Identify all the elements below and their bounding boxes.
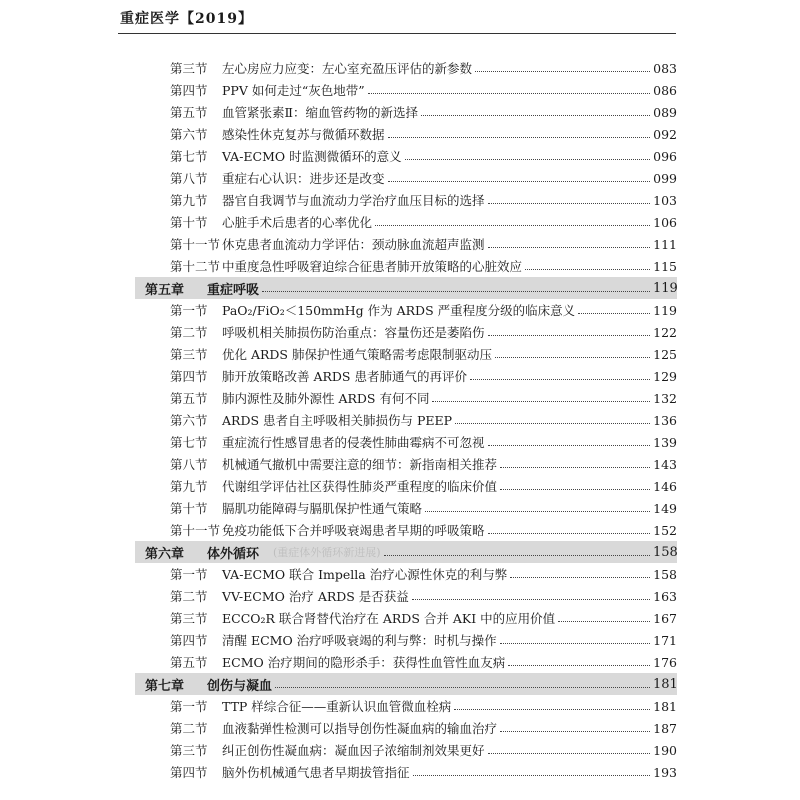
page-number: 089 <box>653 104 677 120</box>
section-number: 第六节 <box>170 413 208 428</box>
section-number: 第一节 <box>170 699 208 714</box>
page-number: 083 <box>653 60 677 76</box>
section-title: 重症右心认识：进步还是改变 <box>222 171 385 186</box>
dot-leader <box>578 313 650 314</box>
dot-leader <box>384 555 650 556</box>
page-number: 129 <box>653 368 677 384</box>
chapter-number: 第五章 <box>145 282 185 298</box>
toc-section-row <box>135 519 677 541</box>
section-title: 肺开放策略改善 ARDS 患者肺通气的再评价 <box>222 369 467 384</box>
section-number: 第九节 <box>170 479 208 494</box>
dot-leader <box>368 93 650 94</box>
page-number: 171 <box>653 632 677 648</box>
toc-section-row <box>135 365 677 387</box>
dot-leader <box>454 709 650 710</box>
chapter-number: 第六章 <box>145 546 185 562</box>
chapter-title: 创伤与凝血 <box>207 678 273 694</box>
section-number: 第四节 <box>170 83 208 98</box>
section-number: 第三节 <box>170 61 208 76</box>
section-title: 膈肌功能障碍与膈肌保护性通气策略 <box>222 501 423 516</box>
section-title: 休克患者血流动力学评估：颈动脉血流超声监测 <box>222 237 485 252</box>
toc-section-row <box>135 629 677 651</box>
section-number: 第六节 <box>170 127 208 142</box>
section-title: VA-ECMO 时监测微循环的意义 <box>222 149 402 164</box>
page-number: 152 <box>653 522 677 538</box>
section-title: 感染性休克复苏与微循环数据 <box>222 127 385 142</box>
toc-section-row <box>135 695 677 717</box>
section-number: 第三节 <box>170 611 208 626</box>
page-number: 103 <box>653 192 677 208</box>
page-number: 139 <box>653 434 677 450</box>
section-title: 左心房应力应变：左心室充盈压评估的新参数 <box>222 61 473 76</box>
section-number: 第九节 <box>170 193 208 208</box>
dot-leader <box>488 247 650 248</box>
section-number: 第三节 <box>170 743 208 758</box>
page-number: 106 <box>653 214 677 230</box>
section-number: 第五节 <box>170 391 208 406</box>
page-number: 143 <box>653 456 677 472</box>
toc-section-row <box>135 475 677 497</box>
toc-section-row <box>135 321 677 343</box>
toc-section-row <box>135 343 677 365</box>
section-title: VV-ECMO 治疗 ARDS 是否获益 <box>222 589 409 604</box>
section-title: 代谢组学评估社区获得性肺炎严重程度的临床价值 <box>222 479 498 494</box>
table-of-contents <box>135 57 677 783</box>
page-number: 181 <box>653 698 677 714</box>
toc-chapter-row <box>135 541 677 563</box>
toc-section-row <box>135 79 677 101</box>
section-number: 第十一节 <box>170 237 221 252</box>
dot-leader <box>488 533 650 534</box>
dot-leader <box>405 159 650 160</box>
dot-leader <box>488 753 650 754</box>
section-title: 心脏手术后患者的心率优化 <box>222 215 373 230</box>
toc-section-row <box>135 607 677 629</box>
section-title: 中重度急性呼吸窘迫综合征患者肺开放策略的心脏效应 <box>222 259 523 274</box>
dot-leader <box>470 379 650 380</box>
toc-section-row <box>135 739 677 761</box>
section-number: 第十节 <box>170 501 208 516</box>
section-number: 第八节 <box>170 457 208 472</box>
dot-leader <box>455 423 650 424</box>
dot-leader <box>412 599 650 600</box>
page-number: 086 <box>653 82 677 98</box>
section-number: 第三节 <box>170 347 208 362</box>
page-number: 125 <box>653 346 677 362</box>
toc-section-row <box>135 211 677 233</box>
toc-section-row <box>135 167 677 189</box>
chapter-title: 重症呼吸 <box>207 282 260 298</box>
section-number: 第七节 <box>170 435 208 450</box>
dot-leader <box>275 687 650 688</box>
page-number: 122 <box>653 324 677 340</box>
section-number: 第二节 <box>170 325 208 340</box>
section-title: 清醒 ECMO 治疗呼吸衰竭的利与弊：时机与操作 <box>222 633 497 648</box>
dot-leader <box>262 291 650 292</box>
dot-leader <box>500 467 650 468</box>
page-number: 146 <box>653 478 677 494</box>
section-number: 第八节 <box>170 171 208 186</box>
dot-leader <box>495 357 650 358</box>
toc-section-row <box>135 123 677 145</box>
page-number: 099 <box>653 170 677 186</box>
dot-leader <box>500 731 650 732</box>
section-number: 第五节 <box>170 105 208 120</box>
toc-section-row <box>135 585 677 607</box>
section-title: 机械通气撤机中需要注意的细节：新指南相关推荐 <box>222 457 498 472</box>
toc-section-row <box>135 453 677 475</box>
section-number: 第四节 <box>170 369 208 384</box>
dot-leader <box>388 181 650 182</box>
section-title: ECCO₂R 联合肾替代治疗在 ARDS 合并 AKI 中的应用价值 <box>222 611 556 626</box>
toc-section-row <box>135 387 677 409</box>
faded-show-through-text: (重症体外循环新进展) <box>273 546 381 559</box>
page-number: 092 <box>653 126 677 142</box>
dot-leader <box>421 115 650 116</box>
section-title: TTP 样综合征——重新认识血管微血栓病 <box>222 699 452 714</box>
page-number: 111 <box>653 236 677 252</box>
toc-section-row <box>135 761 677 783</box>
header-rule <box>118 33 676 34</box>
section-number: 第一节 <box>170 567 208 582</box>
section-number: 第二节 <box>170 721 208 736</box>
section-number: 第十二节 <box>170 259 221 274</box>
running-header: 重症医学【2019】 <box>120 11 253 27</box>
page-number: 158 <box>653 566 677 582</box>
dot-leader <box>413 775 650 776</box>
section-number: 第十节 <box>170 215 208 230</box>
toc-section-row <box>135 299 677 321</box>
dot-leader <box>488 203 650 204</box>
page-number: 149 <box>653 500 677 516</box>
dot-leader <box>500 643 650 644</box>
dot-leader <box>508 665 650 666</box>
page-number: 119 <box>653 280 678 296</box>
toc-section-row <box>135 145 677 167</box>
dot-leader <box>388 137 650 138</box>
section-number: 第二节 <box>170 589 208 604</box>
page-number: 136 <box>653 412 677 428</box>
page-number: 163 <box>653 588 677 604</box>
section-title: 肺内源性及肺外源性 ARDS 有何不同 <box>222 391 430 406</box>
page-number: 096 <box>653 148 677 164</box>
page-number: 158 <box>653 544 678 560</box>
page-number: 119 <box>653 302 677 318</box>
page-number: 190 <box>653 742 677 758</box>
section-number: 第十一节 <box>170 523 221 538</box>
section-number: 第四节 <box>170 765 208 780</box>
toc-section-row <box>135 651 677 673</box>
dot-leader <box>558 621 650 622</box>
chapter-number: 第七章 <box>145 678 185 694</box>
page-number: 181 <box>653 676 678 692</box>
page-number: 193 <box>653 764 677 780</box>
section-number: 第七节 <box>170 149 208 164</box>
section-title: ECMO 治疗期间的隐形杀手：获得性血管性血友病 <box>222 655 506 670</box>
toc-section-row <box>135 57 677 79</box>
dot-leader <box>375 225 650 226</box>
dot-leader <box>510 577 650 578</box>
section-number: 第四节 <box>170 633 208 648</box>
dot-leader <box>488 335 650 336</box>
toc-section-row <box>135 717 677 739</box>
section-title: 优化 ARDS 肺保护性通气策略需考虑限制驱动压 <box>222 347 492 362</box>
dot-leader <box>432 401 650 402</box>
toc-section-row <box>135 233 677 255</box>
chapter-title: 体外循环 <box>207 546 260 562</box>
section-title: 血管紧张素Ⅱ：缩血管药物的新选择 <box>222 105 418 120</box>
section-number: 第五节 <box>170 655 208 670</box>
toc-section-row <box>135 563 677 585</box>
toc-chapter-row <box>135 673 677 695</box>
section-title: 脑外伤机械通气患者早期拔管指征 <box>222 765 410 780</box>
toc-section-row <box>135 409 677 431</box>
toc-section-row <box>135 189 677 211</box>
section-title: 纠正创伤性凝血病：凝血因子浓缩制剂效果更好 <box>222 743 485 758</box>
page-number: 115 <box>653 258 677 274</box>
section-title: 免疫功能低下合并呼吸衰竭患者早期的呼吸策略 <box>222 523 485 538</box>
dot-leader <box>475 71 650 72</box>
section-title: ARDS 患者自主呼吸相关肺损伤与 PEEP <box>222 413 453 428</box>
toc-section-row <box>135 431 677 453</box>
section-title: 呼吸机相关肺损伤防治重点：容量伤还是萎陷伤 <box>222 325 485 340</box>
toc-section-row <box>135 255 677 277</box>
dot-leader <box>525 269 650 270</box>
page-number: 187 <box>653 720 677 736</box>
section-title: PPV 如何走过“灰色地带” <box>222 83 365 98</box>
toc-chapter-row <box>135 277 677 299</box>
page-number: 132 <box>653 390 677 406</box>
toc-section-row <box>135 497 677 519</box>
section-title: PaO₂/FiO₂＜150mmHg 作为 ARDS 严重程度分级的临床意义 <box>222 303 576 318</box>
section-title: 器官自我调节与血流动力学治疗血压目标的选择 <box>222 193 485 208</box>
toc-section-row <box>135 101 677 123</box>
section-title: VA-ECMO 联合 Impella 治疗心源性休克的利与弊 <box>222 567 508 582</box>
dot-leader <box>425 511 650 512</box>
section-title: 血液黏弹性检测可以指导创伤性凝血病的输血治疗 <box>222 721 498 736</box>
section-number: 第一节 <box>170 303 208 318</box>
section-title: 重症流行性感冒患者的侵袭性肺曲霉病不可忽视 <box>222 435 485 450</box>
page-number: 176 <box>653 654 677 670</box>
page-number: 167 <box>653 610 677 626</box>
dot-leader <box>500 489 650 490</box>
dot-leader <box>488 445 650 446</box>
